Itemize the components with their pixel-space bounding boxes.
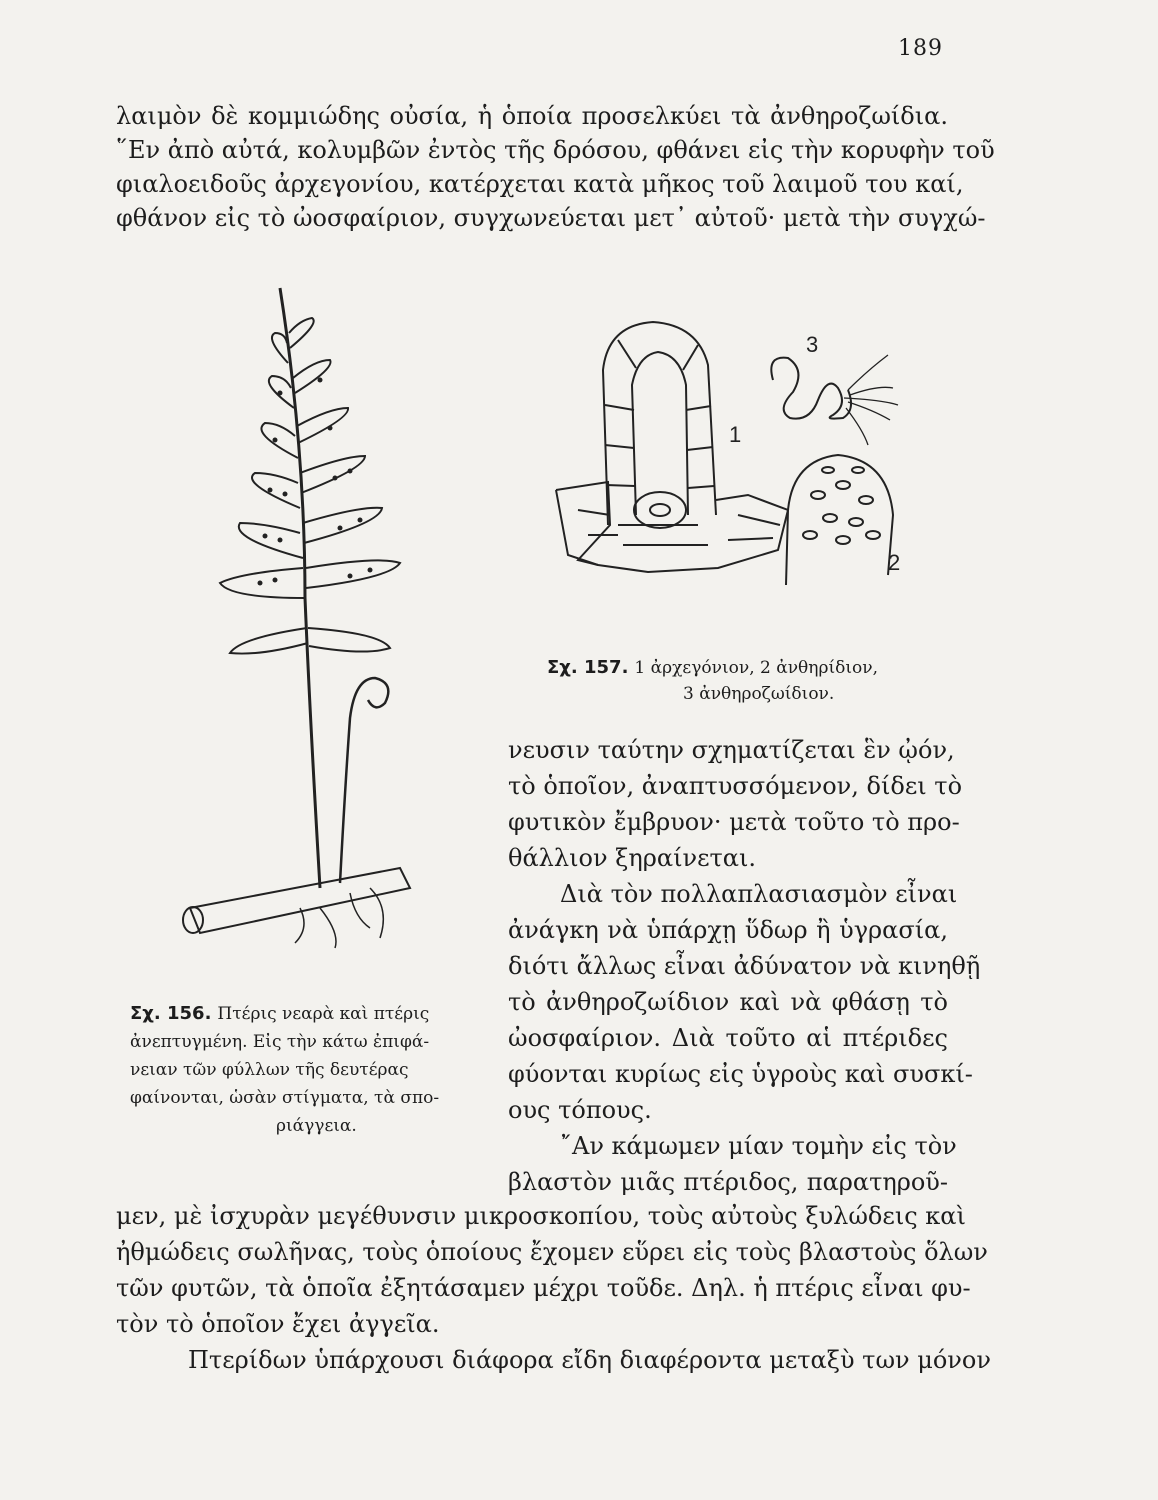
body-right-line-1: νευσιν ταύτην σχηματίζεται ἓν ᾠόν, bbox=[508, 736, 955, 764]
figure-156-fern-illustration bbox=[170, 268, 490, 958]
figure-156-caption-line-4: φαίνονται, ὡσὰν στίγματα, τὰ σπο- bbox=[130, 1088, 440, 1108]
figure-157-illustration bbox=[548, 310, 948, 600]
body-top-line-4: φθάνον εἰς τὸ ὠοσφαίριον, συγχωνεύεται μετ᾽ αὐτοῦ· μετὰ τὴν συγχώ- bbox=[116, 204, 986, 232]
body-top-line-2: ῞Εν ἀπὸ αὐτά, κολυμβῶν ἐντὸς τῆς δρόσου, φθάνει εἰς τὴν κορυφὴν τοῦ bbox=[116, 136, 995, 164]
figure-157-caption bbox=[547, 654, 878, 682]
body-right-line-6: ἀνάγκη νὰ ὑπάρχῃ ὕδωρ ἢ ὑγρασία, bbox=[508, 916, 948, 944]
figure-157-caption-line-2: 3 ἀνθηροζωίδιον. bbox=[683, 684, 835, 704]
body-bottom-line-5: Πτερίδων ὑπάρχουσι διάφορα εἴδη διαφέροντα μεταξὺ των μόνον bbox=[188, 1346, 991, 1374]
figure-156-caption-line-2: ἀνεπτυγμένη. Εἰς τὴν κάτω ἐπιφά- bbox=[130, 1032, 430, 1052]
figure-157-label-1: 1 bbox=[729, 422, 742, 447]
body-bottom-line-2: ἠθμώδεις σωλῆνας, τοὺς ὁποίους ἔχομεν εὕρει εἰς τοὺς βλαστοὺς ὅλων bbox=[116, 1238, 988, 1266]
figure-156-caption-line-5: ριάγγεια. bbox=[276, 1116, 357, 1136]
figure-156-caption bbox=[130, 1000, 429, 1028]
body-right-line-7: διότι ἄλλως εἶναι ἀδύνατον νὰ κινηθῇ bbox=[508, 952, 981, 980]
figure-157-caption-line-1: 1 ἀρχεγόνιον, 2 ἀνθηρίδιον, bbox=[634, 658, 878, 678]
body-right-line-3: φυτικὸν ἔμβρυον· μετὰ τοῦτο τὸ προ- bbox=[508, 808, 960, 836]
body-right-line-8: τὸ ἀνθηροζωίδιον καὶ νὰ φθάσῃ τὸ bbox=[508, 988, 948, 1016]
body-right-line-4: θάλλιον ξηραίνεται. bbox=[508, 844, 757, 872]
body-right-line-12: ῎Αν κάμωμεν μίαν τομὴν εἰς τὸν bbox=[560, 1132, 957, 1160]
body-right-line-5: Διὰ τὸν πολλαπλασιασμὸν εἶναι bbox=[560, 880, 958, 908]
figure-156-caption-line-1: Πτέρις νεαρὰ καὶ πτέρις bbox=[217, 1004, 430, 1024]
figure-156-caption-line-3: νειαν τῶν φύλλων τῆς δευτέρας bbox=[130, 1060, 409, 1080]
body-bottom-line-3: τῶν φυτῶν, τὰ ὁποῖα ἐξητάσαμεν μέχρι τοῦδε. Δηλ. ἡ πτέρις εἶναι φυ- bbox=[116, 1274, 971, 1302]
body-top-line-1: λαιμὸν δὲ κομμιώδης οὐσία, ἡ ὁποία προσελκύει τὰ ἀνθηροζωίδια. bbox=[116, 102, 948, 130]
body-right-line-9: ὠοσφαίριον. Διὰ τοῦτο αἱ πτέριδες bbox=[508, 1024, 948, 1052]
body-right-line-10: φύονται κυρίως εἰς ὑγροὺς καὶ συσκί- bbox=[508, 1060, 973, 1088]
body-bottom-line-4: τὸν τὸ ὁποῖον ἔχει ἀγγεῖα. bbox=[116, 1310, 440, 1338]
figure-157-label-3: 3 bbox=[806, 332, 819, 357]
figure-156-number: Σχ. 156. bbox=[130, 1003, 212, 1024]
page-number: 189 bbox=[898, 36, 943, 61]
body-right-line-11: ους τόπους. bbox=[508, 1096, 652, 1124]
figure-157-number: Σχ. 157. bbox=[547, 657, 629, 678]
figure-157-label-2: 2 bbox=[888, 550, 901, 575]
body-right-line-2: τὸ ὁποῖον, ἀναπτυσσόμενον, δίδει τὸ bbox=[508, 772, 963, 800]
body-bottom-line-1: μεν, μὲ ἰσχυρὰν μεγέθυνσιν μικροσκοπίου, τοὺς αὐτοὺς ξυλώδεις καὶ bbox=[116, 1202, 966, 1230]
body-top-line-3: φιαλοειδοῦς ἀρχεγονίου, κατέρχεται κατὰ μῆκος τοῦ λαιμοῦ του καί, bbox=[116, 170, 964, 198]
body-right-line-13: βλαστὸν μιᾶς πτέριδος, παρατηροῦ- bbox=[508, 1168, 948, 1196]
